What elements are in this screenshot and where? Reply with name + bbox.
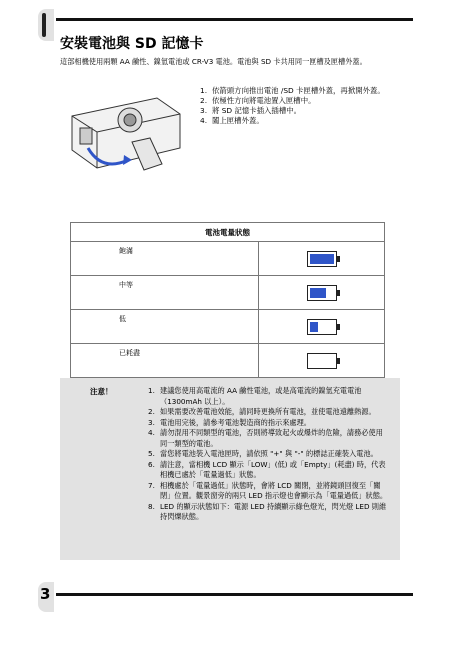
table-row bbox=[71, 344, 385, 378]
battery-level-label: 已耗盡 bbox=[71, 344, 259, 378]
note-item bbox=[148, 502, 388, 523]
page-number: 3 bbox=[40, 585, 51, 603]
note-number: 3. bbox=[148, 417, 155, 427]
battery-level-label: 飽滿 bbox=[71, 242, 259, 276]
footer-rule bbox=[56, 593, 413, 596]
note-text: 請注意，當相機 LCD 顯示「LOW」(低) 或「Empty」(耗盡) 時，代表相機已處於「電量過低」狀態。 bbox=[160, 459, 386, 479]
note-number: 4. bbox=[148, 428, 155, 437]
note-item bbox=[148, 460, 388, 481]
battery-status-table bbox=[70, 222, 385, 378]
table-row bbox=[71, 276, 385, 310]
battery-fill bbox=[310, 288, 326, 298]
note-item bbox=[148, 386, 388, 407]
note-number: 6. bbox=[148, 459, 155, 469]
header-rule bbox=[56, 18, 413, 21]
intro-paragraph: 這部相機使用兩顆 AA 鹼性、鎳氫電池或 CR-V3 電池。電池與 SD 卡共用同一匣槽及匣槽外蓋。 bbox=[60, 57, 367, 66]
page-tab-top bbox=[38, 9, 54, 41]
note-list bbox=[148, 386, 388, 523]
battery-low-icon bbox=[307, 319, 337, 335]
note-item bbox=[148, 428, 388, 449]
battery-medium-icon bbox=[307, 285, 337, 301]
battery-level-label: 中等 bbox=[71, 276, 259, 310]
note-number: 1. bbox=[148, 386, 155, 395]
note-number: 5. bbox=[148, 449, 155, 458]
table-row bbox=[71, 310, 385, 344]
battery-fill bbox=[310, 254, 334, 264]
note-text: 如果需要改善電池效能，請同時更換所有電池，並使電池遠離熱源。 bbox=[160, 407, 376, 416]
step-text: 依箭頭方向推出電池 /SD 卡匣槽外蓋，再掀開外蓋。 bbox=[212, 86, 385, 95]
table-row bbox=[71, 242, 385, 276]
page-title: 安裝電池與 SD 記憶卡 bbox=[60, 36, 204, 52]
step-text: 依極性方向將電池置入匣槽中。 bbox=[212, 96, 316, 105]
step-number: 4. bbox=[200, 116, 208, 125]
note-item bbox=[148, 418, 388, 429]
step-number: 2. bbox=[200, 96, 208, 105]
battery-fill bbox=[310, 322, 318, 332]
note-item bbox=[148, 407, 388, 418]
note-item bbox=[148, 481, 388, 502]
step-text: 闔上匣槽外蓋。 bbox=[212, 116, 264, 125]
step-number: 1. bbox=[200, 86, 208, 95]
step-text: 將 SD 記憶卡插入插槽中。 bbox=[212, 106, 301, 115]
step-item bbox=[200, 106, 400, 116]
note-number: 8. bbox=[148, 501, 155, 511]
battery-empty-icon bbox=[307, 353, 337, 369]
note-text: LED 的顯示狀態如下：電源 LED 持續顯示綠色燈光，閃光燈 LED 則維持閃爍狀態。 bbox=[160, 501, 387, 521]
battery-table-header: 電池電量狀態 bbox=[71, 223, 385, 242]
note-text: 請勿混用不同類型的電池，否則將導致起火或爆炸的危險，請務必使用同一類型的電池。 bbox=[160, 428, 383, 448]
note-text: 建議您使用高電流的 AA 鹼性電池，或是高電流的鎳氫充電電池（1300mAh 以上）。 bbox=[160, 386, 362, 406]
note-text: 相機處於「電量過低」狀態時，會將 LCD 關閉，並將鏡頭回復至「關閉」位置。觀景窗旁的兩只 LED 指示燈也會顯示為「電量過低」狀態。 bbox=[160, 480, 388, 500]
camera-illustration bbox=[62, 86, 187, 176]
step-item bbox=[200, 116, 400, 126]
note-label: 注意！ bbox=[90, 387, 113, 396]
install-steps bbox=[200, 86, 400, 126]
note-text: 當您將電池裝入電池匣時，請依照 "+" 與 "-" 的標誌正確裝入電池。 bbox=[160, 449, 378, 458]
step-item bbox=[200, 96, 400, 106]
battery-level-label: 低 bbox=[71, 310, 259, 344]
battery-full-icon bbox=[307, 251, 337, 267]
note-number: 2. bbox=[148, 407, 155, 416]
step-item bbox=[200, 86, 400, 96]
note-number: 7. bbox=[148, 480, 155, 490]
note-text: 電池用完後，請參考電池製造商的指示來處理。 bbox=[160, 417, 311, 427]
step-number: 3. bbox=[200, 106, 208, 115]
note-item bbox=[148, 449, 388, 460]
